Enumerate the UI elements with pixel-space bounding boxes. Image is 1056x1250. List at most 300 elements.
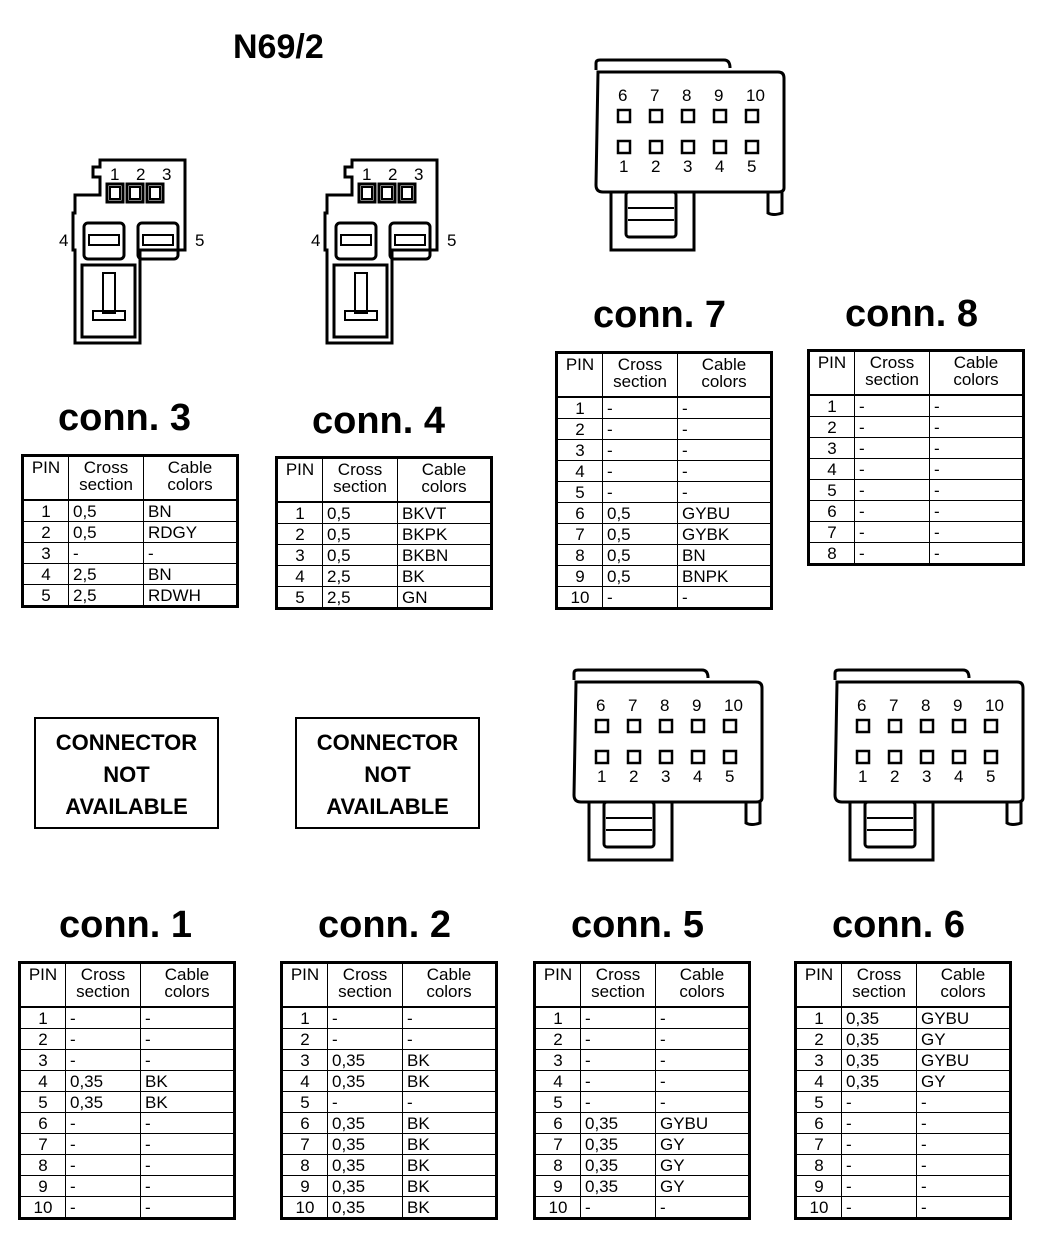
cross-section-column-header xyxy=(603,353,678,398)
header-text: Cross xyxy=(80,965,126,984)
conn3-label: conn. 3 xyxy=(58,397,192,439)
table-row xyxy=(557,461,772,482)
header-text: Cross xyxy=(83,458,129,477)
pin-label: 1 xyxy=(362,165,372,184)
cable-color-cell: RDGY xyxy=(144,522,238,543)
conn2-label: conn. 2 xyxy=(318,904,452,946)
table-row xyxy=(23,543,238,564)
pin-number-cell: 7 xyxy=(535,1134,581,1155)
pin-label: 8 xyxy=(682,86,692,105)
pin-number-cell: 8 xyxy=(809,543,855,565)
pin-number-cell: 1 xyxy=(23,500,69,522)
header-text: section xyxy=(591,982,645,1001)
header-text: colors xyxy=(426,982,472,1001)
cross-section-cell: 2,5 xyxy=(69,585,144,607)
pin-number-cell: 7 xyxy=(796,1134,842,1155)
pin-number-cell: 3 xyxy=(809,438,855,459)
pin-number-cell: 4 xyxy=(535,1071,581,1092)
table-row xyxy=(796,1155,1011,1176)
cross-section-cell: - xyxy=(842,1197,917,1219)
header-text: PIN xyxy=(817,353,847,372)
note-line: CONNECTOR xyxy=(55,730,198,755)
cable-color-cell: BK xyxy=(403,1113,497,1134)
cable-color-cell: GYBK xyxy=(678,524,772,545)
cable-color-cell: - xyxy=(917,1155,1011,1176)
cable-color-cell: GYBU xyxy=(917,1050,1011,1071)
pin-label: 1 xyxy=(110,165,120,184)
pin-number-cell: 2 xyxy=(282,1029,328,1050)
cable-color-cell: GYBU xyxy=(678,503,772,524)
cable-color-cell: GYBU xyxy=(917,1007,1011,1029)
table-row xyxy=(557,397,772,419)
cross-section-cell: 0,5 xyxy=(603,545,678,566)
pin-number-cell: 9 xyxy=(535,1176,581,1197)
pin-label: 6 xyxy=(618,86,628,105)
cross-section-cell: 0,35 xyxy=(581,1134,656,1155)
pin-number-cell: 6 xyxy=(809,501,855,522)
cable-color-cell: - xyxy=(678,482,772,503)
cross-section-column-header xyxy=(69,456,144,501)
cable-color-cell: BK xyxy=(141,1092,235,1113)
pin-number-cell: 8 xyxy=(557,545,603,566)
header-text: Cable xyxy=(701,355,747,374)
pin-number-cell: 6 xyxy=(20,1113,66,1134)
cross-section-cell: - xyxy=(66,1113,141,1134)
pin-label: 5 xyxy=(195,231,205,250)
cable-color-cell: - xyxy=(930,543,1024,565)
note-line: CONNECTOR xyxy=(316,730,459,755)
cable-color-cell: BNPK xyxy=(678,566,772,587)
table-row xyxy=(535,1029,750,1050)
pin-label: 8 xyxy=(660,696,670,715)
page-title: N69/2 xyxy=(233,28,324,66)
header-text: section xyxy=(613,372,667,391)
table-row xyxy=(282,1176,497,1197)
table-row xyxy=(796,1029,1011,1050)
header-text: Cable xyxy=(421,460,467,479)
cable-color-cell: GY xyxy=(917,1071,1011,1092)
conn3-connector-drawing xyxy=(55,155,225,350)
cross-section-cell: - xyxy=(581,1007,656,1029)
cable-color-cell: - xyxy=(930,417,1024,438)
pin-column-header xyxy=(809,351,855,396)
cable-colors-column-header xyxy=(403,963,497,1008)
header-text: Cable xyxy=(953,353,999,372)
cable-color-cell: - xyxy=(678,587,772,609)
note-line: NOT xyxy=(103,762,150,787)
table-row xyxy=(277,587,492,609)
header-text: section xyxy=(852,982,906,1001)
conn4-pin-table xyxy=(275,456,493,610)
cable-colors-column-header xyxy=(144,456,238,501)
table-row xyxy=(20,1134,235,1155)
header-text: Cable xyxy=(164,965,210,984)
cable-color-cell: - xyxy=(917,1092,1011,1113)
table-row xyxy=(809,459,1024,480)
cross-section-cell: - xyxy=(842,1176,917,1197)
table-row xyxy=(809,438,1024,459)
table-row xyxy=(796,1197,1011,1219)
pin-label: 10 xyxy=(985,696,1004,715)
cable-colors-column-header xyxy=(678,353,772,398)
cross-section-cell: - xyxy=(581,1050,656,1071)
conn4-label: conn. 4 xyxy=(312,400,446,442)
cable-color-cell: BKPK xyxy=(398,524,492,545)
pin-column-header xyxy=(20,963,66,1008)
conn2-pin-table xyxy=(280,961,498,1220)
pin-number-cell: 1 xyxy=(277,502,323,524)
table-row xyxy=(809,480,1024,501)
pin-label: 10 xyxy=(746,86,765,105)
table-row xyxy=(809,501,1024,522)
cross-section-cell: 0,35 xyxy=(581,1113,656,1134)
pin-label: 4 xyxy=(693,767,703,786)
cable-colors-column-header xyxy=(656,963,750,1008)
pin-number-cell: 9 xyxy=(796,1176,842,1197)
cross-section-cell: - xyxy=(66,1155,141,1176)
cross-section-cell: 0,35 xyxy=(842,1007,917,1029)
header-text: Cross xyxy=(337,460,383,479)
header-text: Cross xyxy=(856,965,902,984)
cable-color-cell: - xyxy=(403,1007,497,1029)
cross-section-cell: - xyxy=(66,1197,141,1219)
pin-label: 5 xyxy=(747,157,757,176)
cable-color-cell: - xyxy=(930,395,1024,417)
cable-color-cell: - xyxy=(930,480,1024,501)
cross-section-cell: 0,35 xyxy=(328,1155,403,1176)
pin-column-header xyxy=(23,456,69,501)
cross-section-cell: 0,35 xyxy=(842,1050,917,1071)
cross-section-cell: 0,35 xyxy=(581,1155,656,1176)
cable-color-cell: - xyxy=(930,501,1024,522)
cross-section-cell: - xyxy=(842,1113,917,1134)
pin-number-cell: 2 xyxy=(796,1029,842,1050)
pin-label: 3 xyxy=(683,157,693,176)
conn5-connector-drawing xyxy=(566,668,766,868)
cable-color-cell: BK xyxy=(403,1176,497,1197)
cable-color-cell: BK xyxy=(403,1050,497,1071)
table-row xyxy=(20,1071,235,1092)
header-text: section xyxy=(865,370,919,389)
pin-number-cell: 1 xyxy=(796,1007,842,1029)
pin-number-cell: 4 xyxy=(23,564,69,585)
cross-section-cell: 0,5 xyxy=(603,566,678,587)
cross-section-cell: - xyxy=(581,1071,656,1092)
pin-number-cell: 6 xyxy=(557,503,603,524)
cable-color-cell: - xyxy=(917,1134,1011,1155)
cable-color-cell: - xyxy=(144,543,238,564)
cable-colors-column-header xyxy=(930,351,1024,396)
cross-section-cell: 0,35 xyxy=(842,1029,917,1050)
conn4-connector-drawing xyxy=(307,155,477,350)
header-text: colors xyxy=(164,982,210,1001)
cable-color-cell: RDWH xyxy=(144,585,238,607)
conn5-label: conn. 5 xyxy=(571,904,705,946)
table-row xyxy=(557,503,772,524)
table-row xyxy=(796,1176,1011,1197)
pin-column-header xyxy=(557,353,603,398)
pin-number-cell: 7 xyxy=(557,524,603,545)
cross-section-cell: - xyxy=(581,1029,656,1050)
table-row xyxy=(535,1176,750,1197)
cross-section-cell: - xyxy=(855,395,930,417)
pin-number-cell: 10 xyxy=(535,1197,581,1219)
pin-number-cell: 2 xyxy=(23,522,69,543)
note-line: NOT xyxy=(364,762,411,787)
table-row xyxy=(796,1071,1011,1092)
cable-color-cell: BN xyxy=(144,500,238,522)
table-row xyxy=(557,524,772,545)
header-text: section xyxy=(338,982,392,1001)
pin-number-cell: 5 xyxy=(557,482,603,503)
cable-color-cell: BK xyxy=(141,1071,235,1092)
table-row xyxy=(796,1050,1011,1071)
table-row xyxy=(282,1197,497,1219)
cross-section-cell: - xyxy=(66,1007,141,1029)
cable-color-cell: BN xyxy=(144,564,238,585)
pin-number-cell: 8 xyxy=(535,1155,581,1176)
table-row xyxy=(557,419,772,440)
cross-section-cell: 0,5 xyxy=(323,545,398,566)
table-row xyxy=(282,1113,497,1134)
conn3-pin-table xyxy=(21,454,239,608)
cable-color-cell: - xyxy=(656,1092,750,1113)
cross-section-column-header xyxy=(323,458,398,503)
cable-color-cell: - xyxy=(656,1029,750,1050)
cable-color-cell: - xyxy=(141,1029,235,1050)
cross-section-cell: 0,35 xyxy=(842,1071,917,1092)
pin-label: 4 xyxy=(311,231,321,250)
cable-color-cell: - xyxy=(141,1007,235,1029)
header-text: colors xyxy=(167,475,213,494)
pin-number-cell: 4 xyxy=(277,566,323,587)
table-row xyxy=(23,522,238,543)
note-line: AVAILABLE xyxy=(65,794,188,819)
cable-color-cell: BKVT xyxy=(398,502,492,524)
cross-section-cell: 0,5 xyxy=(69,522,144,543)
cross-section-cell: 0,5 xyxy=(323,524,398,545)
table-row xyxy=(282,1155,497,1176)
cable-color-cell: - xyxy=(678,461,772,482)
pin-column-header xyxy=(282,963,328,1008)
table-row xyxy=(535,1197,750,1219)
cable-color-cell: BKBN xyxy=(398,545,492,566)
pin-label: 3 xyxy=(414,165,424,184)
pin-number-cell: 3 xyxy=(23,543,69,564)
pin-label: 7 xyxy=(889,696,899,715)
pin-number-cell: 1 xyxy=(535,1007,581,1029)
table-row xyxy=(23,585,238,607)
table-row xyxy=(535,1050,750,1071)
cross-section-cell: - xyxy=(69,543,144,564)
cross-section-cell: - xyxy=(855,417,930,438)
cross-section-cell: - xyxy=(66,1050,141,1071)
conn5-pin-table xyxy=(533,961,751,1220)
pin-number-cell: 2 xyxy=(20,1029,66,1050)
pin-number-cell: 2 xyxy=(535,1029,581,1050)
pin-number-cell: 5 xyxy=(796,1092,842,1113)
table-row xyxy=(20,1176,235,1197)
header-text: colors xyxy=(421,477,467,496)
table-row xyxy=(20,1197,235,1219)
pin-number-cell: 8 xyxy=(20,1155,66,1176)
cross-section-cell: 0,5 xyxy=(603,524,678,545)
table-row xyxy=(282,1050,497,1071)
table-row xyxy=(20,1092,235,1113)
pin-number-cell: 3 xyxy=(277,545,323,566)
pin-number-cell: 5 xyxy=(20,1092,66,1113)
header-text: colors xyxy=(679,982,725,1001)
header-text: Cable xyxy=(940,965,986,984)
cross-section-cell: 0,35 xyxy=(328,1050,403,1071)
header-text: PIN xyxy=(804,965,834,984)
header-text: colors xyxy=(953,370,999,389)
cross-section-cell: 2,5 xyxy=(323,587,398,609)
cable-color-cell: - xyxy=(656,1071,750,1092)
cable-color-cell: - xyxy=(141,1050,235,1071)
header-text: Cross xyxy=(869,353,915,372)
cross-section-column-header xyxy=(328,963,403,1008)
cross-section-cell: - xyxy=(855,501,930,522)
cross-section-cell: 0,35 xyxy=(66,1092,141,1113)
cable-color-cell: - xyxy=(403,1092,497,1113)
cable-color-cell: GY xyxy=(656,1155,750,1176)
pin-number-cell: 4 xyxy=(809,459,855,480)
pin-number-cell: 2 xyxy=(809,417,855,438)
pin-number-cell: 6 xyxy=(282,1113,328,1134)
table-row xyxy=(557,440,772,461)
cable-color-cell: - xyxy=(141,1176,235,1197)
pin-number-cell: 5 xyxy=(277,587,323,609)
cable-color-cell: - xyxy=(141,1134,235,1155)
pin-label: 2 xyxy=(388,165,398,184)
pin-number-cell: 10 xyxy=(20,1197,66,1219)
pin-label: 5 xyxy=(725,767,735,786)
pin-label: 6 xyxy=(596,696,606,715)
pin-label: 4 xyxy=(954,767,964,786)
cable-colors-column-header xyxy=(398,458,492,503)
pin-label: 6 xyxy=(857,696,867,715)
cross-section-cell: - xyxy=(603,419,678,440)
cross-section-cell: 0,35 xyxy=(328,1134,403,1155)
cable-color-cell: - xyxy=(656,1050,750,1071)
conn7-connector-drawing xyxy=(588,58,788,258)
pin-number-cell: 4 xyxy=(796,1071,842,1092)
table-row xyxy=(20,1029,235,1050)
cable-color-cell: BK xyxy=(403,1134,497,1155)
table-row xyxy=(796,1134,1011,1155)
cross-section-cell: - xyxy=(581,1197,656,1219)
pin-label: 4 xyxy=(59,231,69,250)
table-row xyxy=(282,1134,497,1155)
cable-color-cell: - xyxy=(930,459,1024,480)
header-text: PIN xyxy=(565,355,595,374)
header-text: Cable xyxy=(426,965,472,984)
pin-number-cell: 3 xyxy=(796,1050,842,1071)
pin-label: 7 xyxy=(650,86,660,105)
cable-color-cell: - xyxy=(917,1197,1011,1219)
cable-color-cell: BK xyxy=(403,1071,497,1092)
cross-section-cell: 0,35 xyxy=(328,1176,403,1197)
table-row xyxy=(20,1050,235,1071)
table-row xyxy=(277,545,492,566)
table-row xyxy=(535,1071,750,1092)
cable-color-cell: BN xyxy=(678,545,772,566)
header-text: colors xyxy=(940,982,986,1001)
table-row xyxy=(535,1007,750,1029)
pin-label: 2 xyxy=(890,767,900,786)
cable-colors-column-header xyxy=(917,963,1011,1008)
cross-section-cell: - xyxy=(603,397,678,419)
cross-section-cell: - xyxy=(842,1155,917,1176)
header-text: PIN xyxy=(28,965,58,984)
cable-color-cell: - xyxy=(917,1113,1011,1134)
table-row xyxy=(20,1007,235,1029)
pin-number-cell: 9 xyxy=(557,566,603,587)
header-text: section xyxy=(76,982,130,1001)
pin-label: 5 xyxy=(447,231,457,250)
pin-number-cell: 4 xyxy=(557,461,603,482)
cable-color-cell: GY xyxy=(656,1176,750,1197)
cross-section-cell: - xyxy=(603,440,678,461)
header-text: Cross xyxy=(595,965,641,984)
pin-number-cell: 10 xyxy=(796,1197,842,1219)
cross-section-cell: - xyxy=(603,461,678,482)
cross-section-cell: 2,5 xyxy=(69,564,144,585)
cross-section-cell: 0,35 xyxy=(66,1071,141,1092)
pin-number-cell: 4 xyxy=(20,1071,66,1092)
table-row xyxy=(796,1092,1011,1113)
pin-label: 2 xyxy=(629,767,639,786)
pin-label: 1 xyxy=(597,767,607,786)
header-text: colors xyxy=(701,372,747,391)
note-line: AVAILABLE xyxy=(326,794,449,819)
pin-label: 9 xyxy=(692,696,702,715)
table-row xyxy=(535,1134,750,1155)
cross-section-cell: - xyxy=(603,482,678,503)
cross-section-cell: - xyxy=(328,1092,403,1113)
table-row xyxy=(282,1092,497,1113)
pin-number-cell: 7 xyxy=(20,1134,66,1155)
connector-not-available-note xyxy=(295,717,480,829)
conn7-pin-table xyxy=(555,351,773,610)
pin-label: 3 xyxy=(162,165,172,184)
pin-label: 1 xyxy=(858,767,868,786)
pin-label: 2 xyxy=(136,165,146,184)
conn1-label: conn. 1 xyxy=(59,904,193,946)
table-row xyxy=(535,1113,750,1134)
cross-section-cell: - xyxy=(855,438,930,459)
pin-label: 1 xyxy=(619,157,629,176)
cable-color-cell: - xyxy=(678,419,772,440)
cross-section-cell: - xyxy=(842,1134,917,1155)
pin-column-header xyxy=(535,963,581,1008)
header-text: Cross xyxy=(617,355,663,374)
pin-column-header xyxy=(277,458,323,503)
table-row xyxy=(557,587,772,609)
pin-number-cell: 5 xyxy=(535,1092,581,1113)
pin-number-cell: 3 xyxy=(557,440,603,461)
pin-number-cell: 5 xyxy=(809,480,855,501)
pin-number-cell: 8 xyxy=(796,1155,842,1176)
cable-color-cell: - xyxy=(656,1007,750,1029)
cross-section-cell: - xyxy=(66,1176,141,1197)
conn7-label: conn. 7 xyxy=(593,294,727,336)
cross-section-cell: - xyxy=(328,1007,403,1029)
cable-color-cell: BK xyxy=(403,1155,497,1176)
header-text: Cable xyxy=(167,458,213,477)
pin-number-cell: 1 xyxy=(557,397,603,419)
